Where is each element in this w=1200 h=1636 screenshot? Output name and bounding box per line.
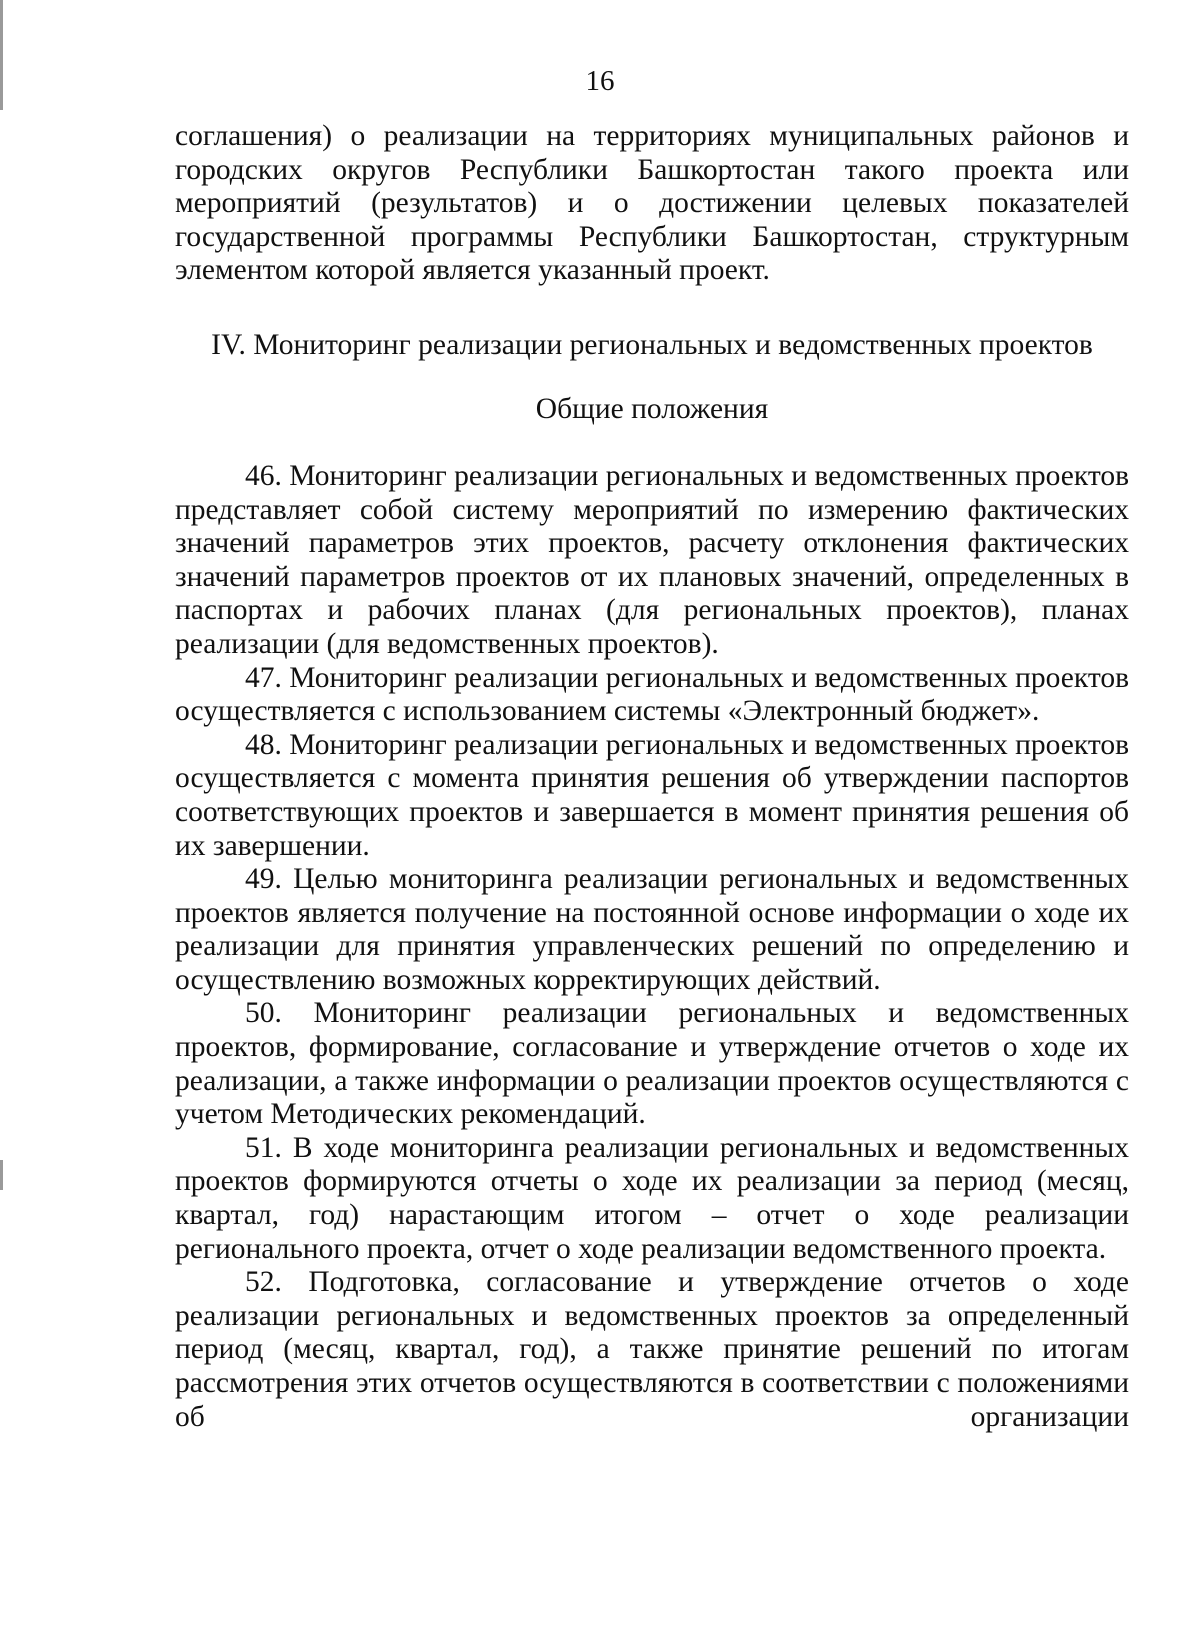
paragraph-46: 46. Мониторинг реализации региональных и ведомственных проектов представляет собой систему мероприятий по измерению фактических значений параметров этих проектов, расчету отклонения фактических значений параметров проектов от их плановых значений, определенных в паспортах и рабочих планах (для региональных проектов), планах реализации (для ведомственных проектов). (175, 459, 1129, 660)
paragraph-48: 48. Мониторинг реализации региональных и ведомственных проектов осуществляется с момента принятия решения об утверждении паспортов соответствующих проектов и завершается в момент принятия решения об их завершении. (175, 728, 1129, 862)
paragraph-51: 51. В ходе мониторинга реализации региональных и ведомственных проектов формируются отчеты о ходе их реализации за период (месяц, квартал, год) нарастающим итогом – отчет о ходе реализации регионального проекта, отчет о ходе реализации ведомственного проекта. (175, 1131, 1129, 1265)
subsection-heading: Общие положения (535, 392, 769, 425)
paragraph-47: 47. Мониторинг реализации региональных и ведомственных проектов осуществляется с использованием системы «Электронный бюджет». (175, 661, 1129, 728)
paragraph-50: 50. Мониторинг реализации региональных и ведомственных проектов, формирование, согласование и утверждение отчетов о ходе их реализации, а также информации о реализации проектов осуществляются с учетом Методических рекомендаций. (175, 997, 1129, 1131)
scan-edge-mark (0, 1160, 3, 1190)
continuation-paragraph: соглашения) о реализации на территориях муниципальных районов и городских округов Республики Башкортостан такого проекта или мероприятий (результатов) и о достижении целевых показателей государственной программы Республики Башкортостан, структурным элементом которой является указанный проект. (175, 120, 1129, 287)
page-number: 16 (585, 65, 615, 97)
section-heading: IV. Мониторинг реализации региональных и ведомственных проектов (211, 328, 1093, 361)
paragraph-52: 52. Подготовка, согласование и утверждение отчетов о ходе реализации региональных и ведомственных проектов за определенный период (месяц, квартал, год), а также принятие решений по итогам рассмотрения этих отчетов осуществляются в соответствии с положениями об организации (175, 1266, 1129, 1433)
document-body (175, 120, 1129, 1434)
paragraph-49: 49. Целью мониторинга реализации региональных и ведомственных проектов является получение на постоянной основе информации о ходе их реализации для принятия управленческих решений по определению и осуществлению возможных корректирующих действий. (175, 863, 1129, 996)
